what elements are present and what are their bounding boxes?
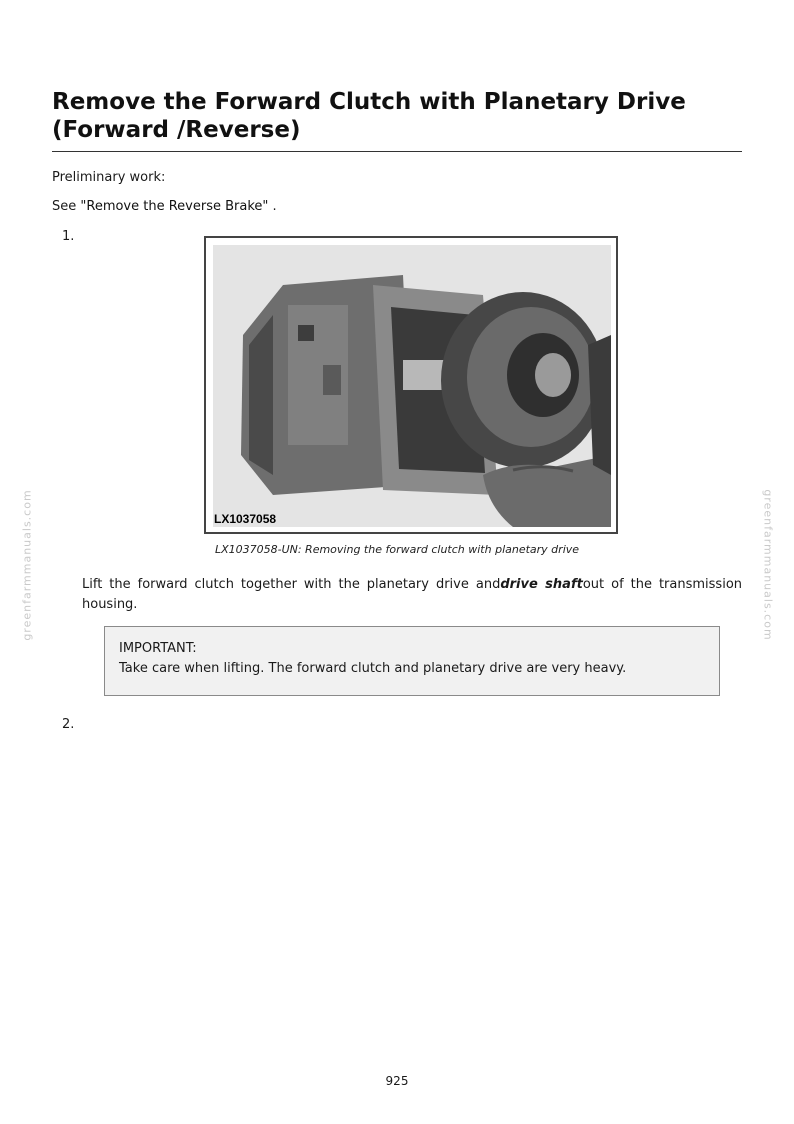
figure-frame: [204, 236, 618, 534]
preliminary-label: Preliminary work:: [52, 170, 166, 185]
step-number-2: 2.: [62, 717, 75, 732]
watermark-left: greenfarmmanuals.com: [20, 489, 34, 641]
step-number-1: 1.: [62, 229, 75, 244]
reverse-brake-link[interactable]: "Remove the Reverse Brake": [80, 199, 269, 214]
page-number: 925: [385, 1074, 409, 1088]
important-notice: [104, 626, 720, 696]
step-1-instruction: [82, 575, 742, 615]
title-divider: [52, 151, 742, 152]
transmission-photo: [213, 245, 611, 527]
instruction-text-after: out of the transmission housing.: [82, 577, 743, 612]
see-suffix: .: [268, 199, 277, 214]
page-title: Remove the Forward Clutch with Planetary Drive (Forward /Reverse): [52, 89, 686, 143]
see-prefix: See: [52, 199, 81, 214]
watermark-right: greenfarmmanuals.com: [761, 489, 775, 641]
figure-caption: LX1037058-UN: Removing the forward clutch with planetary drive: [214, 543, 580, 556]
important-text: Take care when lifting. The forward clutch and planetary drive are very heavy.: [119, 661, 627, 676]
see-reference: [52, 199, 277, 214]
important-heading: IMPORTANT:: [119, 641, 197, 656]
instruction-text-before: Lift the forward clutch together with the planetary drive and: [82, 577, 501, 592]
figure-label: LX1037058: [214, 512, 277, 526]
instruction-emphasis: drive shaft: [500, 577, 583, 592]
